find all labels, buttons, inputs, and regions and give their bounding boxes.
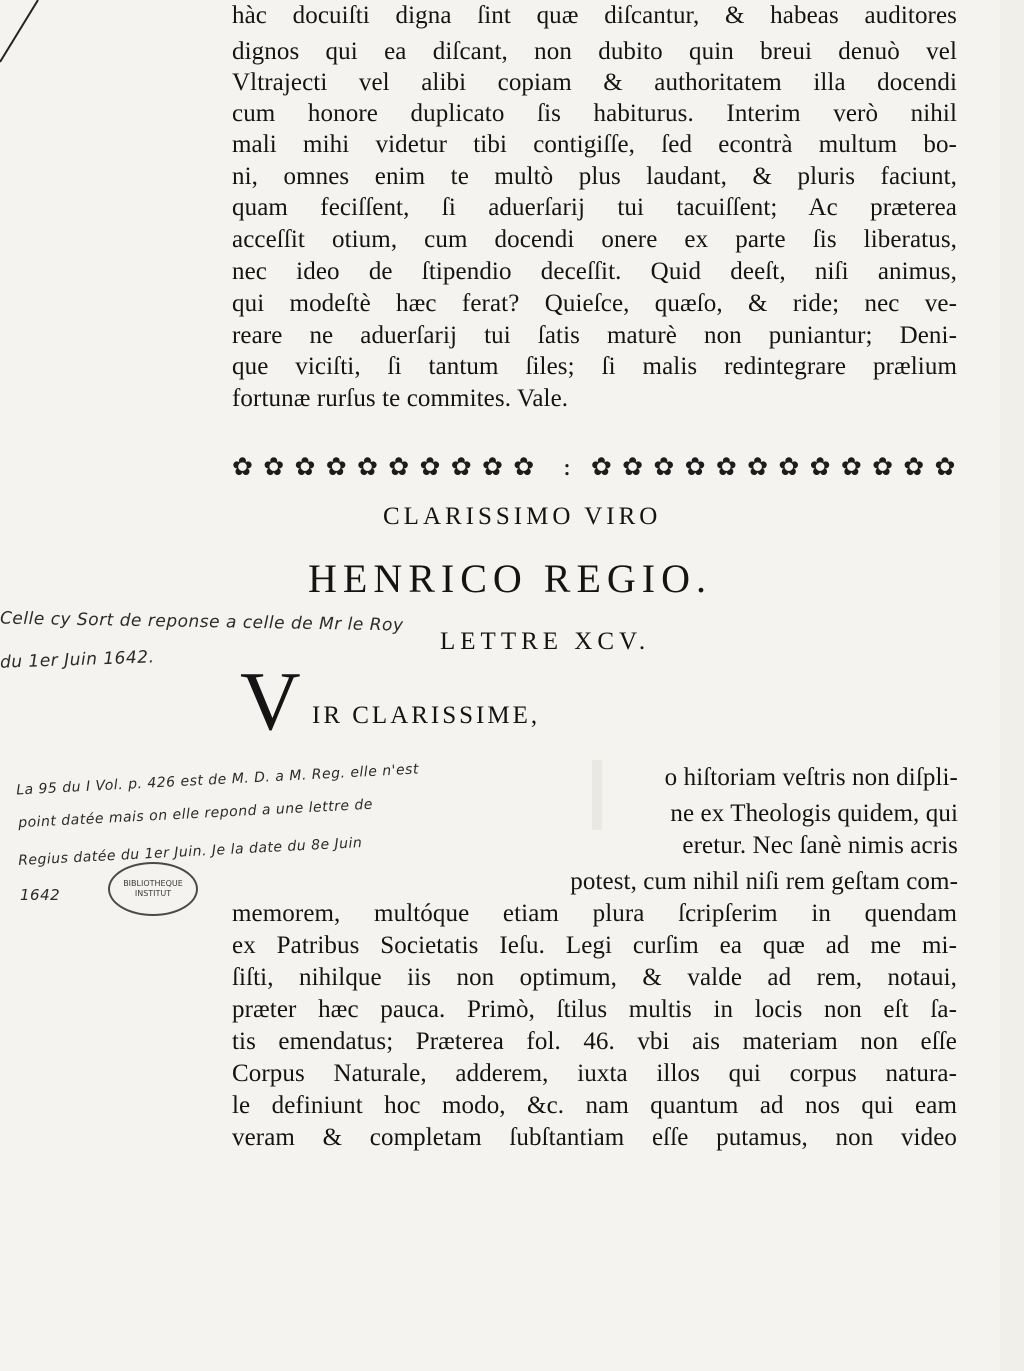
heading-henrico-regio: HENRICO REGIO. xyxy=(308,556,712,601)
handwritten-note-line: Regius datée du 1er Juin. Je la date du 8e Juin xyxy=(17,834,363,870)
text-line: fortunæ rurſus te commites. Vale. xyxy=(232,385,569,412)
salutation: IR CLARISSIME, xyxy=(312,702,541,729)
text-line: que viciſti, ſi tantum ſiles; ſi malis redintegrare prælium xyxy=(232,353,957,380)
text-line: cum honore duplicato ſis habiturus. Interim verò nihil xyxy=(232,100,957,127)
heading-lettre-number: LETTRE XCV. xyxy=(440,628,651,655)
drop-cap: V xyxy=(240,655,301,748)
ornamental-divider: ✿✿✿✿✿✿✿✿✿✿ : ✿✿✿✿✿✿✿✿✿✿✿✿ xyxy=(232,452,957,481)
text-line: qui modeſtè hæc ferat? Quieſce, quæſo, & ride; nec ve- xyxy=(232,290,957,317)
text-line: hàc docuiſti digna ſint quæ diſcantur, & habeas auditores xyxy=(232,2,957,29)
text-line-partial: ne ex Theologis quidem, qui xyxy=(670,800,958,827)
text-line: le definiunt hoc modo, &c. nam quantum ad nos qui eam xyxy=(232,1092,957,1119)
text-line: ex Patribus Societatis Ieſu. Legi curſim ea quæ ad me mi- xyxy=(232,932,957,959)
text-line: quam feciſſent, ſi aduerſarij tui tacuiſſent; Ac præterea xyxy=(232,194,957,221)
handwritten-note-line: La 95 du I Vol. p. 426 est de M. D. a M. Reg. elle n'est xyxy=(15,761,420,799)
text-line: veram & completam ſubſtantiam eſſe putamus, non video xyxy=(232,1124,957,1151)
text-line: Corpus Naturale, adderem, iuxta illos qui corpus natura- xyxy=(232,1060,957,1087)
handwritten-note-line: du 1er Juin 1642. xyxy=(0,647,155,673)
handwritten-note-line: 1642 xyxy=(20,886,61,904)
text-line: ni, omnes enim te multò plus laudant, & pluris faciunt, xyxy=(232,163,957,190)
library-stamp xyxy=(108,862,198,916)
text-line-partial: o hiſtoriam veſtris non diſpli- xyxy=(664,764,958,791)
text-line: acceſſit otium, cum docendi onere ex parte ſis liberatus, xyxy=(232,226,957,253)
text-line: reare ne aduerſarij tui ſatis maturè non puniantur; Deni- xyxy=(232,322,957,349)
text-line: dignos qui ea diſcant, non dubito quin breui denuò vel xyxy=(232,38,957,65)
stamp-text: BIBLIOTHEQUE xyxy=(123,879,183,888)
heading-clarissimo-viro: CLARISSIMO VIRO xyxy=(383,503,662,530)
text-line: nec ideo de ſtipendio deceſſit. Quid deeſt, niſi animus, xyxy=(232,258,957,285)
text-line-partial: potest, cum nihil niſi rem geſtam com- xyxy=(570,868,958,895)
text-line: mali mihi videtur tibi contigiſſe, ſed econtrà multum bo- xyxy=(232,131,957,158)
text-line: ſiſti, nihilque iis non optimum, & valde ad rem, notaui, xyxy=(232,964,957,991)
text-line: Vltrajecti vel alibi copiam & authoritatem illa docendi xyxy=(232,69,957,96)
handwritten-note-line: Celle cy Sort de reponse a celle de Mr le Roy xyxy=(0,608,404,636)
handwritten-note-line: point datée mais on elle repond a une lettre de xyxy=(17,796,374,832)
text-line: memorem, multóque etiam plura ſcripſerim in quendam xyxy=(232,900,957,927)
text-line: tis emendatus; Præterea fol. 46. vbi ais materiam non eſſe xyxy=(232,1028,957,1055)
stamp-text: INSTITUT xyxy=(134,889,172,898)
text-line: præter hæc pauca. Primò, ſtilus multis in locis non eſt ſa- xyxy=(232,996,957,1023)
text-line-partial: eretur. Nec ſanè nimis acris xyxy=(682,832,958,859)
